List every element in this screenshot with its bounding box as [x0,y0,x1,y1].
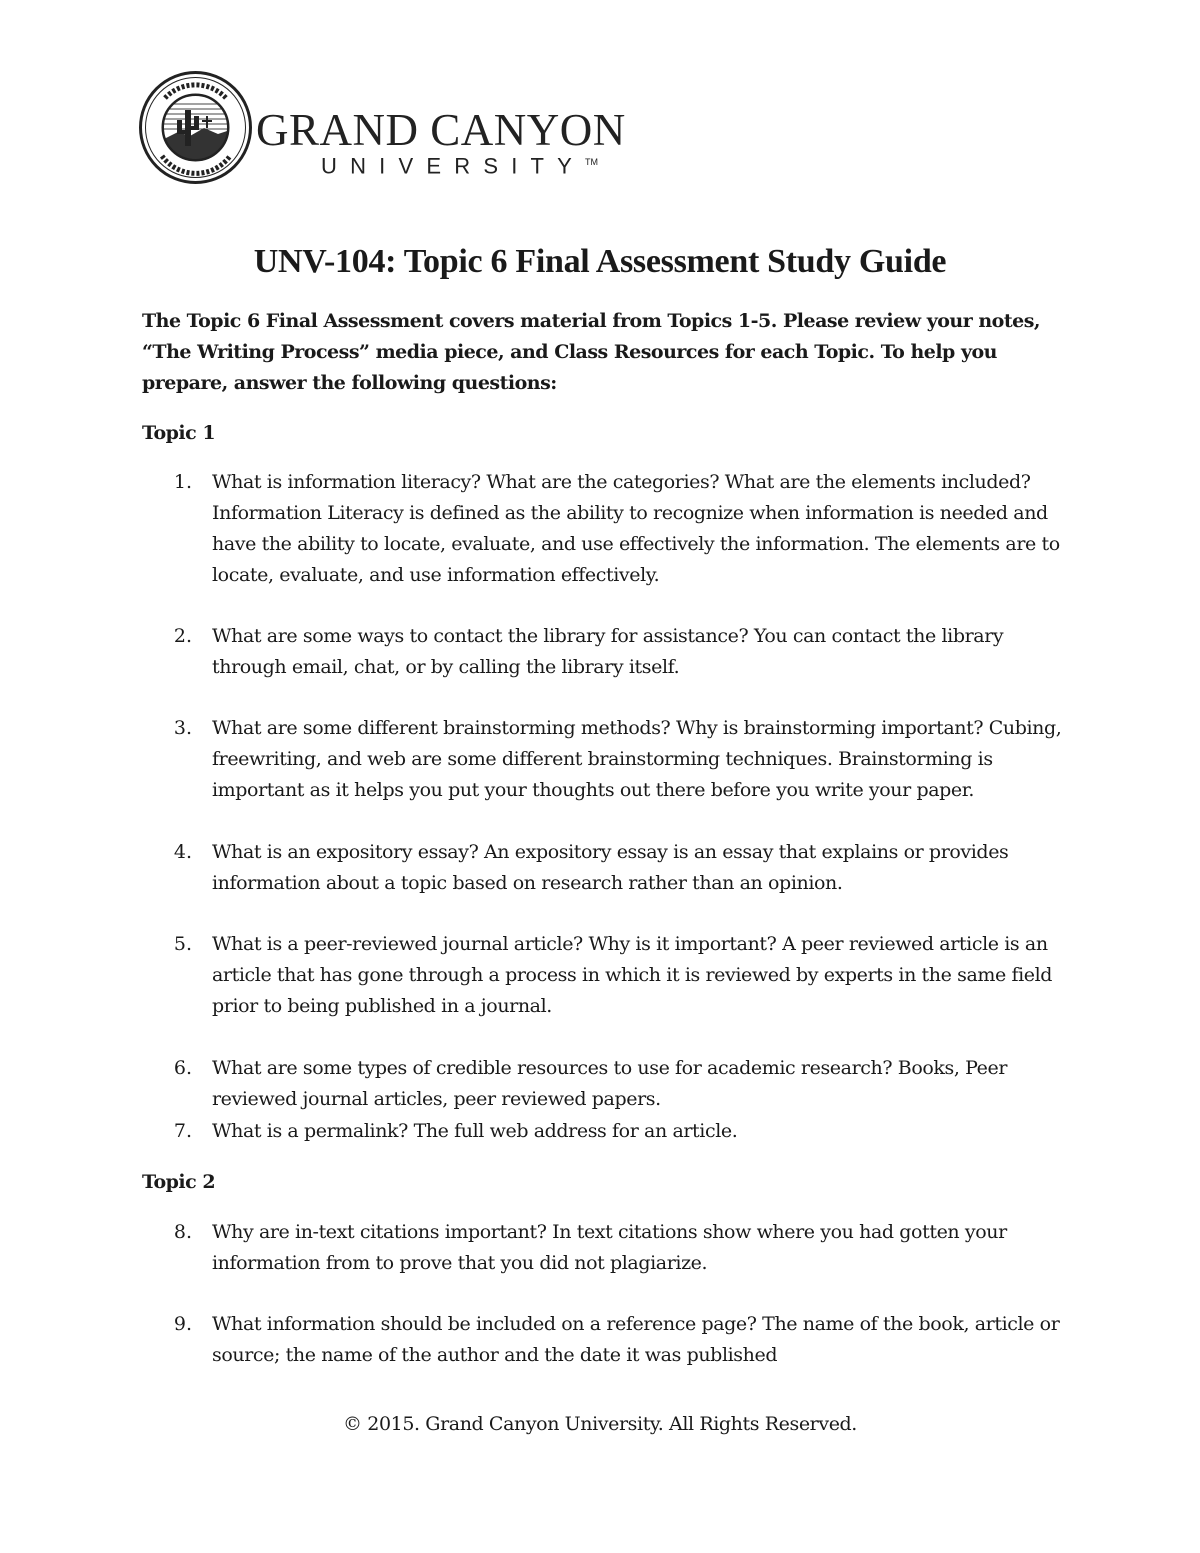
list-item-text: What is an expository essay? An expository essay is an essay that explains or provides information about a topic based on research rather than an opinion. [212,841,1009,894]
university-seal-icon [138,70,253,185]
list-item-number: 3. [173,717,192,739]
university-logo [138,70,638,185]
topic-heading-2: Topic 2 [142,1171,216,1193]
trademark-symbol: TM [585,157,599,167]
list-item-text: What are some ways to contact the library for assistance? You can contact the library through email, chat, or by calling the library itself. [212,625,1004,678]
list-item-text: What is a peer-reviewed journal article? Why is it important? A peer reviewed article is an article that has gone through a process in which it is reviewed by experts in the same field prior to being published in a journal. [212,933,1053,1017]
list-item-number: 5. [173,933,192,955]
list-item-text: What are some types of credible resources to use for academic research? Books, Peer reviewed journal articles, peer reviewed papers. [212,1057,1008,1110]
list-item-number: 7. [173,1120,192,1142]
list-item-text: What is a permalink? The full web address for an article. [212,1120,738,1142]
logo-wordmark-university-text: UNIVERSITY [321,153,586,179]
list-item-text: What are some different brainstorming methods? Why is brainstorming important? Cubing, freewriting, and web are some different brainstorming techniques. Brainstorming is important as it helps you put your thoughts out there before you write your paper. [212,717,1062,801]
list-item-number: 4. [173,841,192,863]
list-item-text: What is information literacy? What are the categories? What are the elements included? Information Literacy is defined as the ability to recognize when information is needed and have the ability to locate, evaluate, and use effectively the information. The elements are to locate, evaluate, and use information effectively. [212,471,1060,586]
list-item-text: What information should be included on a reference page? The name of the book, article or source; the name of the author and the date it was published [212,1313,1060,1366]
list-item-number: 1. [173,471,192,493]
list-item-number: 8. [173,1221,192,1243]
topic-heading-1: Topic 1 [142,422,216,444]
list-item-number: 9. [173,1313,192,1335]
list-item-number: 2. [173,625,192,647]
copyright-footer: © 2015. Grand Canyon University. All Rights Reserved. [343,1413,857,1435]
logo-wordmark-grand-canyon: GRAND CANYON [256,105,626,155]
list-item-number: 6. [173,1057,192,1079]
logo-wordmark-university [321,146,721,178]
intro-paragraph: The Topic 6 Final Assessment covers material from Topics 1-5. Please review your notes, “The Writing Process” media piece, and Class Resources for each Topic. To help you prepare, answer the following questions: [142,310,1041,394]
list-item-text: Why are in-text citations important? In text citations show where you had gotten your information from to prove that you did not plagiarize. [212,1221,1007,1274]
page-title: UNV-104: Topic 6 Final Assessment Study Guide [253,243,947,280]
